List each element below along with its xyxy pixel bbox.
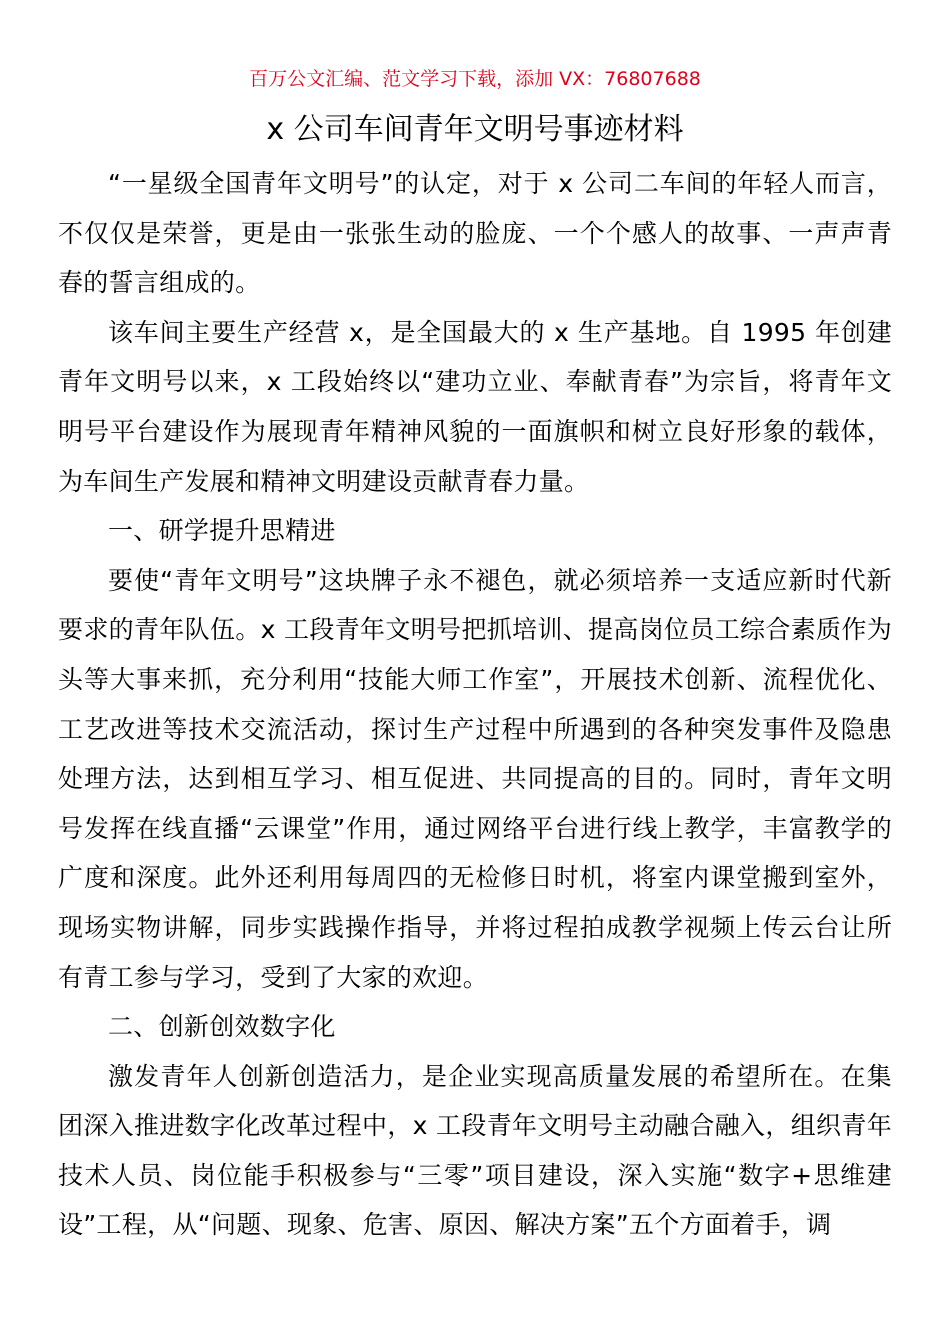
section-heading-2: 二、创新创效数字化 [108,1012,336,1042]
header-note: 百万公文汇编、范文学习下载，添加 VX：76807688 [249,68,701,90]
paragraph-workshop: 该车间主要生产经营 x，是全国最大的 x 生产基地。自 1995 年创建青年文明号以来，x 工段始终以“建功立业、奉献青春”为宗旨，将青年文明号平台建设作为展现青年精神风貌的一面旗帜和树立良好形象的载体，为车间生产发展和精神文明建设贡献青春力量。 [58,317,892,496]
paragraph-section-2: 激发青年人创新创造活力，是企业实现高质量发展的希望所在。在集团深入推进数字化改革过程中，x 工段青年文明号主动融合融入，组织青年技术人员、岗位能手积极参与“三零”项目建设，深入实施“数字+思维建设”工程，从“问题、现象、危害、原因、解决方案”五个方面着手，调 [58,1061,892,1240]
document-title: x 公司车间青年文明号事迹材料 [266,112,684,147]
paragraph-section-1: 要使“青年文明号”这块牌子永不褪色，就必须培养一支适应新时代新要求的青年队伍。x 工段青年文明号把抓培训、提高岗位员工综合素质作为头等大事来抓，充分利用“技能大师工作室”，开展技术创新、流程优化、工艺改进等技术交流活动，探讨生产过程中所遇到的各种突发事件及隐患处理方法，达到相互学习、相互促进、共同提高的目的。同时，青年文明号发挥在线直播“云课堂”作用，通过网络平台进行线上教学，丰富教学的广度和深度。此外还利用每周四的无检修日时机，将室内课堂搬到室外，现场实物讲解，同步实践操作指导，并将过程拍成教学视频上传云台让所有青工参与学习，受到了大家的欢迎。 [58,565,892,992]
document-body [58,159,892,1250]
paragraph-intro: “一星级全国青年文明号”的认定，对于 x 公司二车间的年轻人而言，不仅仅是荣誉，更是由一张张生动的脸庞、一个个感人的故事、一声声青春的誓言组成的。 [58,169,892,298]
section-heading-1: 一、研学提升思精进 [108,516,336,546]
